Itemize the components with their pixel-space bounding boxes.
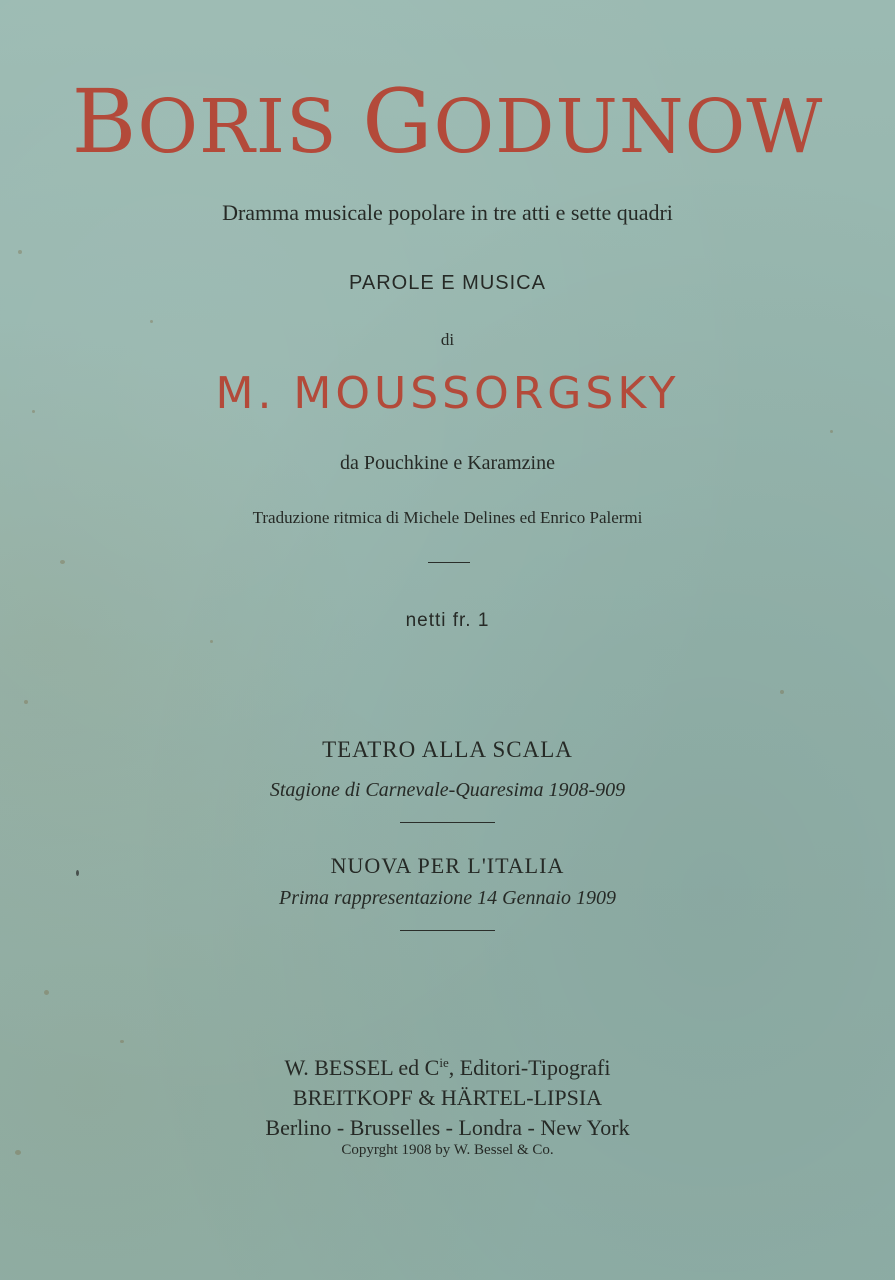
divider-rule: [400, 822, 495, 823]
opera-subtitle: Dramma musicale popolare in tre atti e sette quadri: [222, 200, 673, 225]
copyright-notice: Copyrght 1908 by W. Bessel & Co.: [341, 1142, 554, 1158]
paper-speck: [780, 690, 784, 694]
paper-speck: [24, 700, 28, 704]
title-rest-first: ORIS: [137, 84, 363, 170]
paper-speck: [44, 990, 49, 995]
publisher-role: , Editori-Tipografi: [448, 1055, 611, 1080]
title-initial-g: G: [362, 70, 434, 173]
publisher-cities: Berlino - Brusselles - Londra - New York: [265, 1115, 630, 1140]
paper-speck: [60, 560, 65, 564]
credits-by: di: [440, 330, 455, 349]
publisher-superscript: ie: [439, 1055, 449, 1070]
publisher-line-1: [0, 1055, 895, 1081]
divider-rule: [400, 930, 495, 931]
credits-heading: PAROLE E MUSICA: [349, 272, 546, 294]
publisher-name: W. BESSEL ed C: [284, 1055, 440, 1080]
premiere-date: Prima rappresentazione 14 Gennaio 1909: [278, 887, 616, 909]
title-rest-second: ODUNOW: [433, 84, 824, 170]
paper-speck: [830, 430, 833, 433]
theatre-name: TEATRO ALLA SCALA: [322, 737, 573, 762]
paper-speck: [150, 320, 153, 323]
opera-title: [0, 70, 895, 173]
composer-name: M. MOUSSORGSKY: [215, 368, 680, 419]
translation-credit: Traduzione ritmica di Michele Delines ed Enrico Palermi: [252, 508, 643, 527]
season-label: Stagione di Carnevale-Quaresima 1908-909: [269, 779, 626, 801]
literary-source: da Pouchkine e Karamzine: [340, 452, 555, 474]
price-label: netti fr. 1: [405, 610, 490, 631]
paper-speck: [120, 1040, 124, 1043]
paper-speck: [18, 250, 22, 254]
publisher-line-2: BREITKOPF & HÄRTEL-LIPSIA: [292, 1085, 603, 1110]
novelty-label: NUOVA PER L'ITALIA: [330, 853, 565, 878]
paper-speck: [210, 640, 213, 643]
title-initial-b: B: [71, 70, 138, 173]
divider-rule: [428, 562, 470, 563]
